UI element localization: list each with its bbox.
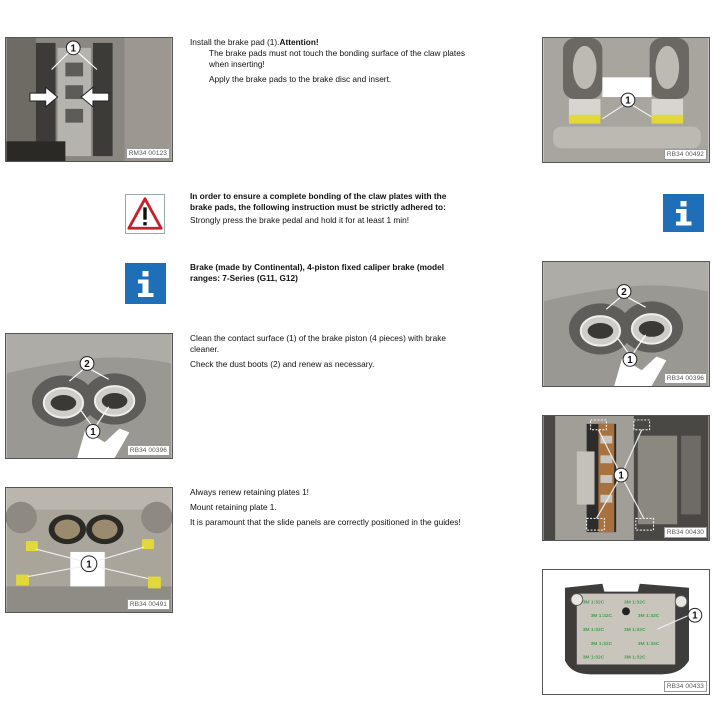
indent-note-2: Apply the brake pads to the brake disc and insert. <box>209 74 392 84</box>
svg-text:3M 1:32C: 3M 1:32C <box>582 655 605 661</box>
renew-plates-line: Always renew retaining plates 1! <box>190 487 309 497</box>
photo-right-retaining-plates <box>542 37 710 163</box>
svg-text:3M 1:32C: 3M 1:32C <box>590 614 613 620</box>
svg-text:1: 1 <box>90 426 96 438</box>
info-continental-text <box>190 262 470 288</box>
slide-panels-line: It is paramount that the slide panels are correctly positioned in the guides! <box>190 517 461 527</box>
install-line: Install the brake pad (1). <box>190 37 280 47</box>
dust-boot-instruction: Check the dust boots (2) and renew as necessary. <box>190 359 375 369</box>
svg-text:1: 1 <box>625 95 631 107</box>
info-icon <box>125 263 166 304</box>
mounted-caliper-illustration <box>543 416 709 540</box>
clean-instruction: Clean the contact surface (1) of the brake piston (4 pieces) with brake cleaner. <box>190 333 446 354</box>
svg-text:1: 1 <box>627 354 633 366</box>
svg-text:2: 2 <box>621 286 627 298</box>
image-reference: RM34 00123 <box>126 148 170 159</box>
info-icon <box>663 194 704 232</box>
svg-text:1: 1 <box>618 470 624 482</box>
image-reference: RB34 00430 <box>664 527 707 538</box>
svg-text:1: 1 <box>692 610 698 622</box>
warning-triangle-icon <box>125 194 165 234</box>
attention-label: Attention! <box>279 37 319 47</box>
warning-text <box>190 191 465 230</box>
image-reference: RB34 00396 <box>127 445 170 456</box>
photo-right-brake-piston <box>542 261 710 387</box>
svg-text:3M 1:32C: 3M 1:32C <box>624 655 646 661</box>
svg-text:2: 2 <box>84 358 90 370</box>
clean-piston-text <box>190 333 465 374</box>
retaining-plates-illustration <box>6 488 172 612</box>
photo-brake-piston <box>5 333 173 459</box>
svg-text:3M 1:32C: 3M 1:32C <box>624 628 646 634</box>
brake-piston-illustration <box>6 334 172 458</box>
svg-text:3M 1:32C: 3M 1:32C <box>590 641 613 647</box>
retaining-plates-text <box>190 487 490 532</box>
info-bold-text: Brake (made by Continental), 4-piston fixed caliper brake (model ranges: 7-Series (G11, G12) <box>190 262 445 283</box>
caliper-top-view-illustration <box>543 38 709 162</box>
image-reference: RB34 00492 <box>664 149 707 160</box>
svg-text:3M 1:32C: 3M 1:32C <box>624 600 646 606</box>
brake-pad-backplate-illustration <box>543 570 709 694</box>
svg-text:1: 1 <box>86 559 92 571</box>
svg-text:3M 1:32C: 3M 1:32C <box>637 641 660 647</box>
photo-mounted-caliper <box>542 415 710 541</box>
svg-text:3M 1:32C: 3M 1:32C <box>637 614 660 620</box>
image-reference: RB34 00491 <box>127 599 170 610</box>
image-reference: RB34 00396 <box>664 373 707 384</box>
warning-instruction: Strongly press the brake pedal and hold it for at least 1 min! <box>190 215 410 225</box>
photo-retaining-plates <box>5 487 173 613</box>
photo-install-brake-pad <box>5 37 173 162</box>
photo-brake-pad-backplate <box>542 569 710 695</box>
svg-text:3M 1:32C: 3M 1:32C <box>582 600 605 606</box>
indent-note-1: The brake pads must not touch the bonding surface of the claw plates when inserting! <box>209 48 465 69</box>
brake-caliper-illustration <box>6 38 172 161</box>
install-instructions <box>190 37 480 85</box>
warning-bold-text: In order to ensure a complete bonding of the claw plates with the brake pads, the following instruction must be strictly adhered to: <box>190 191 447 212</box>
mount-plate-line: Mount retaining plate 1. <box>190 502 277 512</box>
brake-piston-illustration <box>543 262 709 386</box>
svg-text:1: 1 <box>70 43 76 55</box>
image-reference: RB34 00433 <box>664 681 707 692</box>
svg-text:3M 1:32C: 3M 1:32C <box>582 628 605 634</box>
